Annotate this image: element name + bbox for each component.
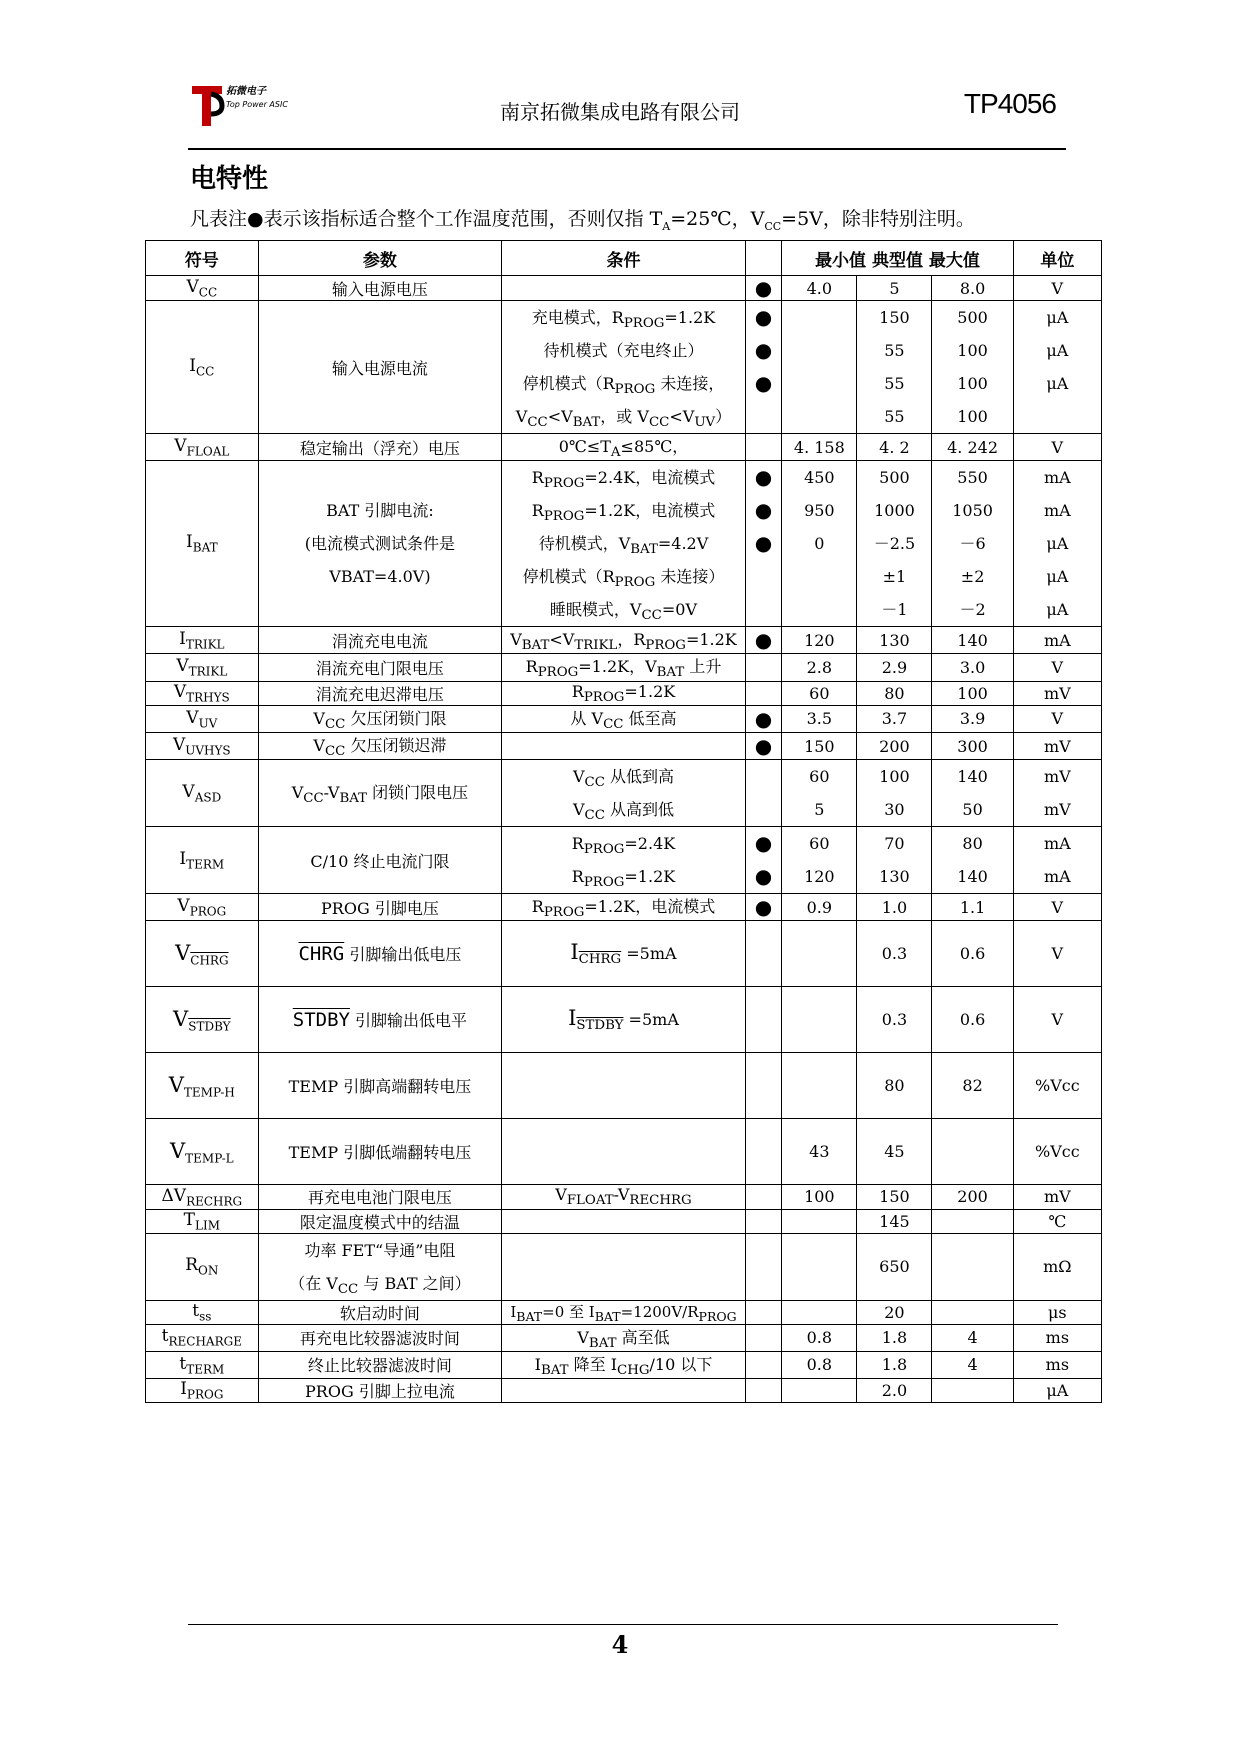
table-row: $I_{BAT}$ BAT 引脚电流: (电流模式测试条件是 VBAT=4.0V) $R_{PROG}=2.4K$，电流模式 $R_{PROG}=1.2K$，电流模式 待机模式，$V_{BAT}=4.2V$ 停机模式（$R_{PROG}$ 未连接） 睡眠模式，$V_{CC}=0V$ ● ● ● 450 950 0 500 1000 －2.5 ±1 －1 550 1050 －6 ±2 －2 mA mA μA μA μA (146, 461, 1102, 627)
svg-text:拓微电子: 拓微电子 (226, 86, 266, 97)
header-cond: 条件 (502, 241, 746, 276)
page-number: 4 (611, 1630, 629, 1659)
table-row: $V_{TRIKL}$ 涓流充电门限电压 $R_{PROG}=1.2K$，$V_{BAT}$ 上升 2.8 2.9 3.0 V (146, 654, 1102, 681)
svg-text:Top Power ASIC: Top Power ASIC (226, 100, 288, 109)
table-row: $I_{CC}$ 输入电源电流 充电模式，$R_{PROG}=1.2K$ 待机模式（充电终止） 停机模式（$R_{PROG}$ 未连接， $V_{CC}<V_{BAT}$，或 $V_{CC}<V_{UV}$） ● ● ● 150 55 55 55 500 100 100 100 μA μA μA (146, 301, 1102, 434)
table-row: $V_{UV}$ $V_{CC}$ 欠压闭锁门限 从 $V_{CC}$ 低至高 ● 3.5 3.7 3.9 V (146, 705, 1102, 732)
footer-divider (188, 1624, 1058, 1625)
company-logo (192, 80, 292, 128)
table-row: $V_{CHRG}$ CHRG 引脚输出低电压 $I_{CHRG} =5mA$ 0.3 0.6 V (146, 921, 1102, 987)
table-header-row (146, 241, 1102, 276)
table-row: $V_{UVHYS}$ $V_{CC}$ 欠压闭锁迟滞 ● 150 200 300 mV (146, 732, 1102, 759)
header-min-typ-max: 最小值 典型值 最大值 (782, 241, 1013, 276)
table-row: $\Delta V_{RECHRG}$ 再充电电池门限电压 $V_{FLOAT}-V_{RECHRG}$ 100 150 200 mV (146, 1185, 1102, 1209)
table-row: $t_{TERM}$ 终止比较器滤波时间 $I_{BAT}$ 降至 $I_{CHG}/10$ 以下 0.8 1.8 4 ms (146, 1351, 1102, 1378)
table-row: $V_{TEMP-L}$ TEMP 引脚低端翻转电压 43 45 %Vcc (146, 1119, 1102, 1185)
header-divider (188, 148, 1066, 150)
table-row: $V_{CC}$ 输入电源电压 ● 4.0 5 8.0 V (146, 276, 1102, 301)
table-row: $T_{LIM}$ 限定温度模式中的结温 145 ℃ (146, 1209, 1102, 1233)
table-row: $R_{ON}$ 功率 FET“导通”电阻 （在 $V_{CC}$ 与 BAT 之间） 650 mΩ (146, 1233, 1102, 1300)
table-row: $V_{TRHYS}$ 涓流充电迟滞电压 $R_{PROG}=1.2K$ 60 80 100 mV (146, 681, 1102, 705)
table-row: $V_{STDBY}$ STDBY 引脚输出低电平 $I_{STDBY} =5mA$ 0.3 0.6 V (146, 987, 1102, 1053)
table-row: $V_{ASD}$ $V_{CC}-V_{BAT}$ 闭锁门限电压 $V_{CC}$ 从低到高 $V_{CC}$ 从高到低 60 5 100 30 140 50 mV mV (146, 760, 1102, 827)
section-title: 电特性 (190, 164, 269, 194)
model-number: TP4056 (963, 88, 1056, 119)
table-row: $V_{FLOAL}$ 稳定输出（浮充）电压 $0℃\le T_A\le 85℃$， 4. 158 4. 2 4. 242 V (146, 434, 1102, 461)
table-row: $I_{TERM}$ C/10 终止电流门限 $R_{PROG}=2.4K$ $R_{PROG}=1.2K$ ● ● 60 120 70 130 80 140 mA mA (146, 827, 1102, 894)
table-row: $I_{PROG}$ PROG 引脚上拉电流 2.0 μA (146, 1378, 1102, 1402)
header-unit: 单位 (1013, 241, 1101, 276)
page-header (188, 80, 1066, 150)
header-symbol: 符号 (146, 241, 259, 276)
electrical-characteristics-table (145, 240, 1102, 1403)
table-row: $t_{RECHARGE}$ 再充电比较器滤波时间 $V_{BAT}$ 高至低 0.8 1.8 4 ms (146, 1324, 1102, 1351)
table-row: $I_{TRIKL}$ 涓流充电电流 $V_{BAT}<V_{TRIKL}$，$R_{PROG}=1.2K$ ● 120 130 140 mA (146, 627, 1102, 654)
table-row: $t_{ss}$ 软启动时间 $I_{BAT}=0$ 至 $I_{BAT}=1200V/R_{PROG}$ 20 μs (146, 1300, 1102, 1324)
note-text: 凡表注●表示该指标适合整个工作温度范围，否则仅指 $T_A=25℃$，$V_{CC}=5V$，除非特别注明。 (190, 208, 975, 233)
table-row: $V_{TEMP-H}$ TEMP 引脚高端翻转电压 80 82 %Vcc (146, 1053, 1102, 1119)
company-name: 南京拓微集成电路有限公司 (500, 100, 740, 124)
header-param: 参数 (258, 241, 502, 276)
table-row: $V_{PROG}$ PROG 引脚电压 $R_{PROG}=1.2K$，电流模式 ● 0.9 1.0 1.1 V (146, 894, 1102, 921)
